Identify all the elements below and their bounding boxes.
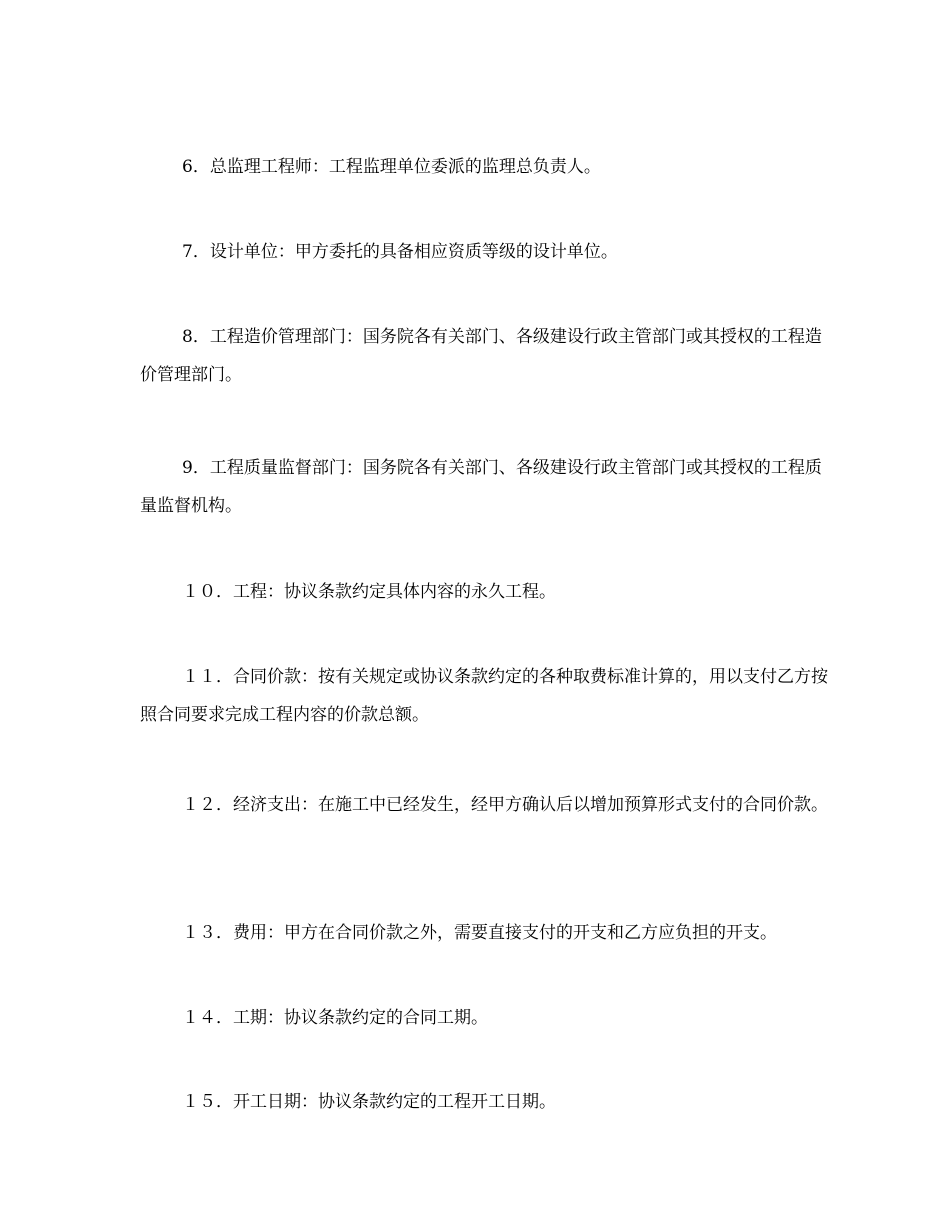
clause-15: １５．开工日期：协议条款约定的工程开工日期。 <box>182 1092 556 1112</box>
clause-6: 6．总监理工程师：工程监理单位委派的监理总负责人。 <box>182 157 601 177</box>
clause-11: １１．合同价款：按有关规定或协议条款约定的各种取费标准计算的，用以支付乙方按照合同要求完成工程内容的价款总额。 <box>140 667 828 725</box>
clause-13: １３．费用：甲方在合同价款之外，需要直接支付的开支和乙方应负担的开支。 <box>182 923 777 943</box>
clause-9: 9．工程质量监督部门：国务院各有关部门、各级建设行政主管部门或其授权的工程质量监督机构。 <box>140 458 822 516</box>
clause-14: １４．工期：协议条款约定的合同工期。 <box>182 1008 488 1028</box>
clause-7: 7．设计单位：甲方委托的具备相应资质等级的设计单位。 <box>182 242 618 262</box>
clause-8: 8．工程造价管理部门：国务院各有关部门、各级建设行政主管部门或其授权的工程造价管理部门。 <box>140 327 822 385</box>
clause-10: １０．工程：协议条款约定具体内容的永久工程。 <box>182 582 556 602</box>
clause-12: １２．经济支出：在施工中已经发生，经甲方确认后以增加预算形式支付的合同价款。 <box>182 795 828 815</box>
